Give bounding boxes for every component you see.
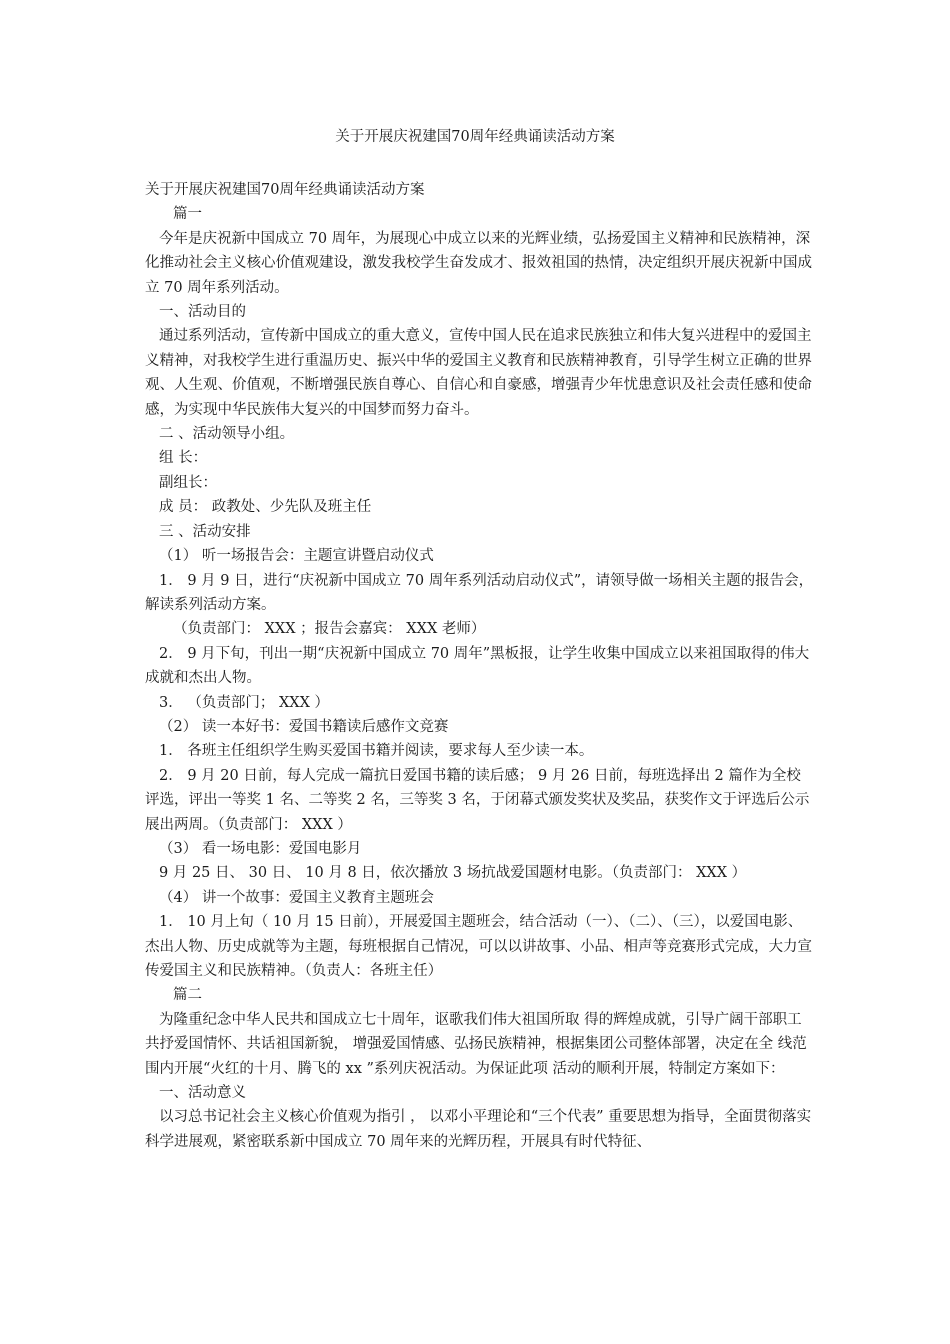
list-item: 1． 10 月上旬（ 10 月 15 日前），开展爱国主题班会，结合活动（一）、（二）、（三），以爱国电影、杰出人物、历史成就等为主题，每班根据自己情况，可以以讲故事、小品、相声等竞赛形式完成，大力宣传爱国主义和民族精神。（负责人：各班主任） — [145, 914, 812, 979]
section-heading: 三 、活动安排 — [159, 523, 251, 540]
list-item: 3． （负责部门； XXX ） — [159, 694, 330, 711]
list-item: 2． 9 月下旬，刊出一期“庆祝新中国成立 70 周年”黑板报，让学生收集中国成立以来祖国取得的伟大成就和杰出人物。 — [145, 645, 810, 687]
paragraph: 通过系列活动，宣传新中国成立的重大意义，宣传中国人民在追求民族独立和伟大复兴进程中的爱国主义精神，对我校学生进行重温历史、振兴中华的爱国主义教育和民族精神教育，引导学生树立正确的世界观、人生观、价值观，不断增强民族自尊心、自信心和自豪感，增强青少年忧患意识及社会责任感和使命感，为实现中华民族伟大复兴的中国梦而努力奋斗。 — [145, 328, 812, 418]
subsection-heading: （1） 听一场报告会：主题宣讲暨启动仪式 — [159, 548, 434, 565]
paragraph: 成 员： 政教处、少先队及班主任 — [159, 499, 372, 516]
subtitle: 关于开展庆祝建国70周年经典诵读活动方案 — [145, 182, 425, 198]
document-body — [145, 178, 815, 1154]
section-heading: 二 、活动领导小组。 — [159, 426, 295, 443]
paragraph: 9 月 25 日、 30 日、 10 月 8 日，依次播放 3 场抗战爱国题材电影。（负责部门： XXX ） — [159, 865, 747, 882]
list-item: 1． 各班主任组织学生购买爱国书籍并阅读，要求每人至少读一本。 — [159, 743, 594, 760]
section-heading-part2: 篇二 — [173, 987, 202, 1004]
list-item: 1． 9 月 9 日，进行“庆祝新中国成立 70 周年系列活动启动仪式”，请领导做一场相关主题的报告会，解读系列活动方案。 — [145, 572, 814, 613]
paragraph: 组 长： — [159, 450, 208, 467]
section-heading: 一、活动意义 — [159, 1085, 246, 1102]
document-title: 关于开展庆祝建国70周年经典诵读活动方案 — [335, 129, 615, 145]
paragraph: 为隆重纪念中华人民共和国成立七十周年，讴歌我们伟大祖国所取 得的辉煌成就，引导广阔干部职工共抒爱国情怀、共话祖国新貌， 增强爱国情感、弘扬民族精神，根据集团公司整体部署，决定在全 线范围内开展“火红的十月、腾飞的 xx ”系列庆祝活动。为保证此项 活动的顺利开展，特制定方案如下： — [145, 1011, 807, 1077]
subsection-heading: （3） 看一场电影：爱国电影月 — [159, 840, 362, 857]
paragraph: 以习总书记社会主义核心价值观为指引 ， 以邓小平理论和“三个代表” 重要思想为指导，全面贯彻落实科学进展观，紧密联系新中国成立 70 周年来的光辉历程，开展具有时代特征、 — [145, 1109, 812, 1150]
paragraph: 今年是庆祝新中国成立 70 周年，为展现心中成立以来的光辉业绩，弘扬爱国主义精神和民族精神，深化推动社会主义核心价值观建设，激发我校学生奋发成才、报效祖国的热情，决定组织开展庆祝新中国成立 70 周年系列活动。 — [145, 230, 812, 296]
subsection-heading: （4） 讲一个故事：爱国主义教育主题班会 — [159, 889, 434, 906]
subsection-heading: （2） 读一本好书：爱国书籍读后感作文竞赛 — [159, 718, 449, 735]
paragraph: 副组长： — [159, 474, 217, 491]
list-item: 2． 9 月 20 日前，每人完成一篇抗日爱国书籍的读后感； 9 月 26 日前，每班选择出 2 篇作为全校评选，评出一等奖 1 名、二等奖 2 名，三等奖 3 名，于闭幕式颁发奖状及奖品，获奖作文于评选后公示展出两周。（负责部门： XXX ） — [145, 767, 810, 833]
section-heading-part1: 篇一 — [173, 206, 202, 223]
section-heading: 一、活动目的 — [159, 304, 246, 321]
paragraph: （负责部门： XXX ；报告会嘉宾： XXX 老师） — [173, 621, 486, 638]
